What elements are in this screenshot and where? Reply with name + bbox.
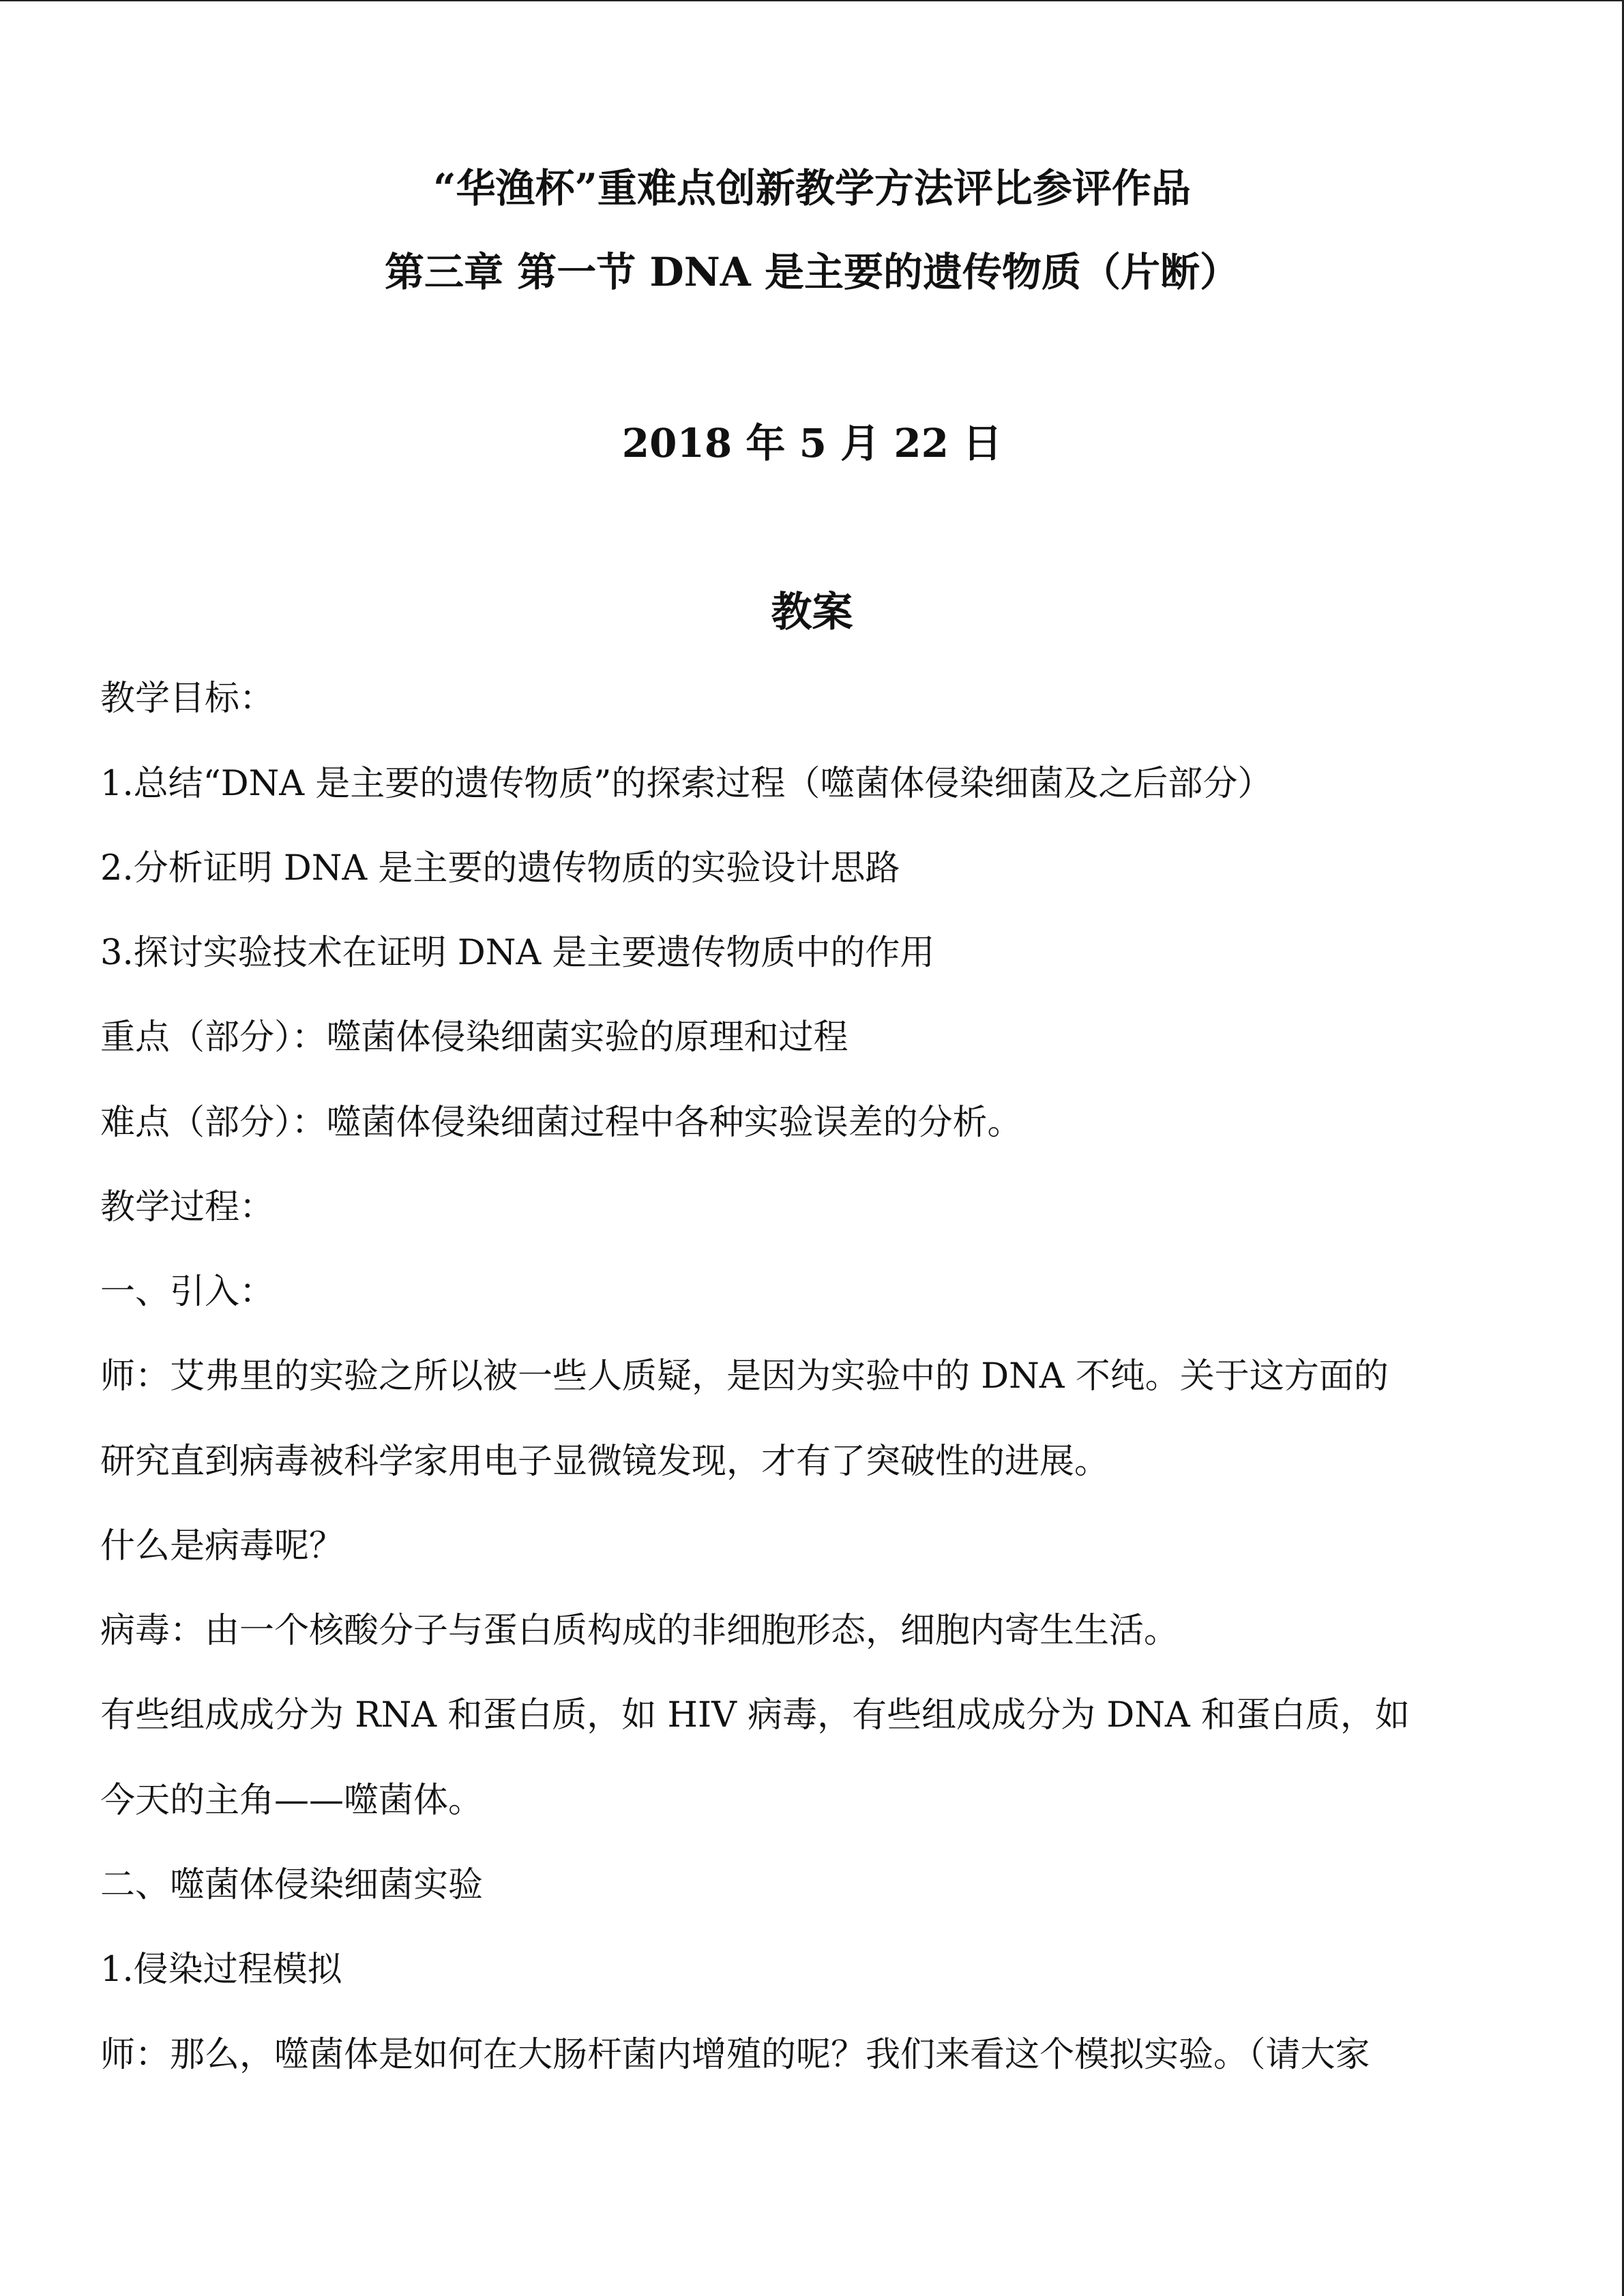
document-title: “华渔杯”重难点创新教学方法评比参评作品	[433, 165, 1191, 211]
body-line-difficulty: 难点（部分）：噬菌体侵染细菌过程中各种实验误差的分析。	[100, 1103, 1022, 1143]
body-line-virus-types-a: 有些组成成分为 RNA 和蛋白质，如 HIV 病毒，有些组成成分为 DNA 和蛋白质，如	[100, 1695, 1410, 1735]
body-line-virus-definition: 病毒：由一个核酸分子与蛋白质构成的非细胞形态，细胞内寄生生活。	[100, 1611, 1179, 1651]
document-subtitle: 第三章 第一节 DNA 是主要的遗传物质（片断）	[385, 249, 1239, 295]
body-line-goal-3: 3.探讨实验技术在证明 DNA 是主要遗传物质中的作用	[100, 933, 935, 973]
page-border-top	[0, 0, 1624, 1]
body-line-goal-2: 2.分析证明 DNA 是主要的遗传物质的实验设计思路	[100, 848, 900, 889]
body-line-subsection-1: 1.侵染过程模拟	[100, 1950, 342, 1990]
document-date: 2018 年 5 月 22 日	[621, 420, 1003, 466]
body-line-teacher-1b: 研究直到病毒被科学家用电子显微镜发现，才有了突破性的进展。	[100, 1442, 1110, 1482]
body-line-process-label: 教学过程：	[100, 1187, 275, 1227]
body-line-section-2: 二、噬菌体侵染细菌实验	[100, 1865, 484, 1905]
body-line-virus-types-b: 今天的主角——噬菌体。	[100, 1780, 484, 1821]
body-line-teacher-1a: 师：艾弗里的实验之所以被一些人质疑，是因为实验中的 DNA 不纯。关于这方面的	[100, 1356, 1389, 1397]
body-line-goals-label: 教学目标：	[100, 679, 275, 719]
body-line-question: 什么是病毒呢？	[100, 1526, 344, 1566]
body-line-goal-1: 1.总结“DNA 是主要的遗传物质”的探索过程（噬菌体侵染细菌及之后部分）	[100, 764, 1273, 804]
body-line-teacher-2: 师：那么，噬菌体是如何在大肠杆菌内增殖的呢？我们来看这个模拟实验。（请大家	[100, 2035, 1370, 2075]
body-line-section-1: 一、引入：	[100, 1272, 275, 1312]
body-line-key-point: 重点（部分）：噬菌体侵染细菌实验的原理和过程	[100, 1017, 848, 1058]
section-heading: 教案	[771, 588, 853, 636]
